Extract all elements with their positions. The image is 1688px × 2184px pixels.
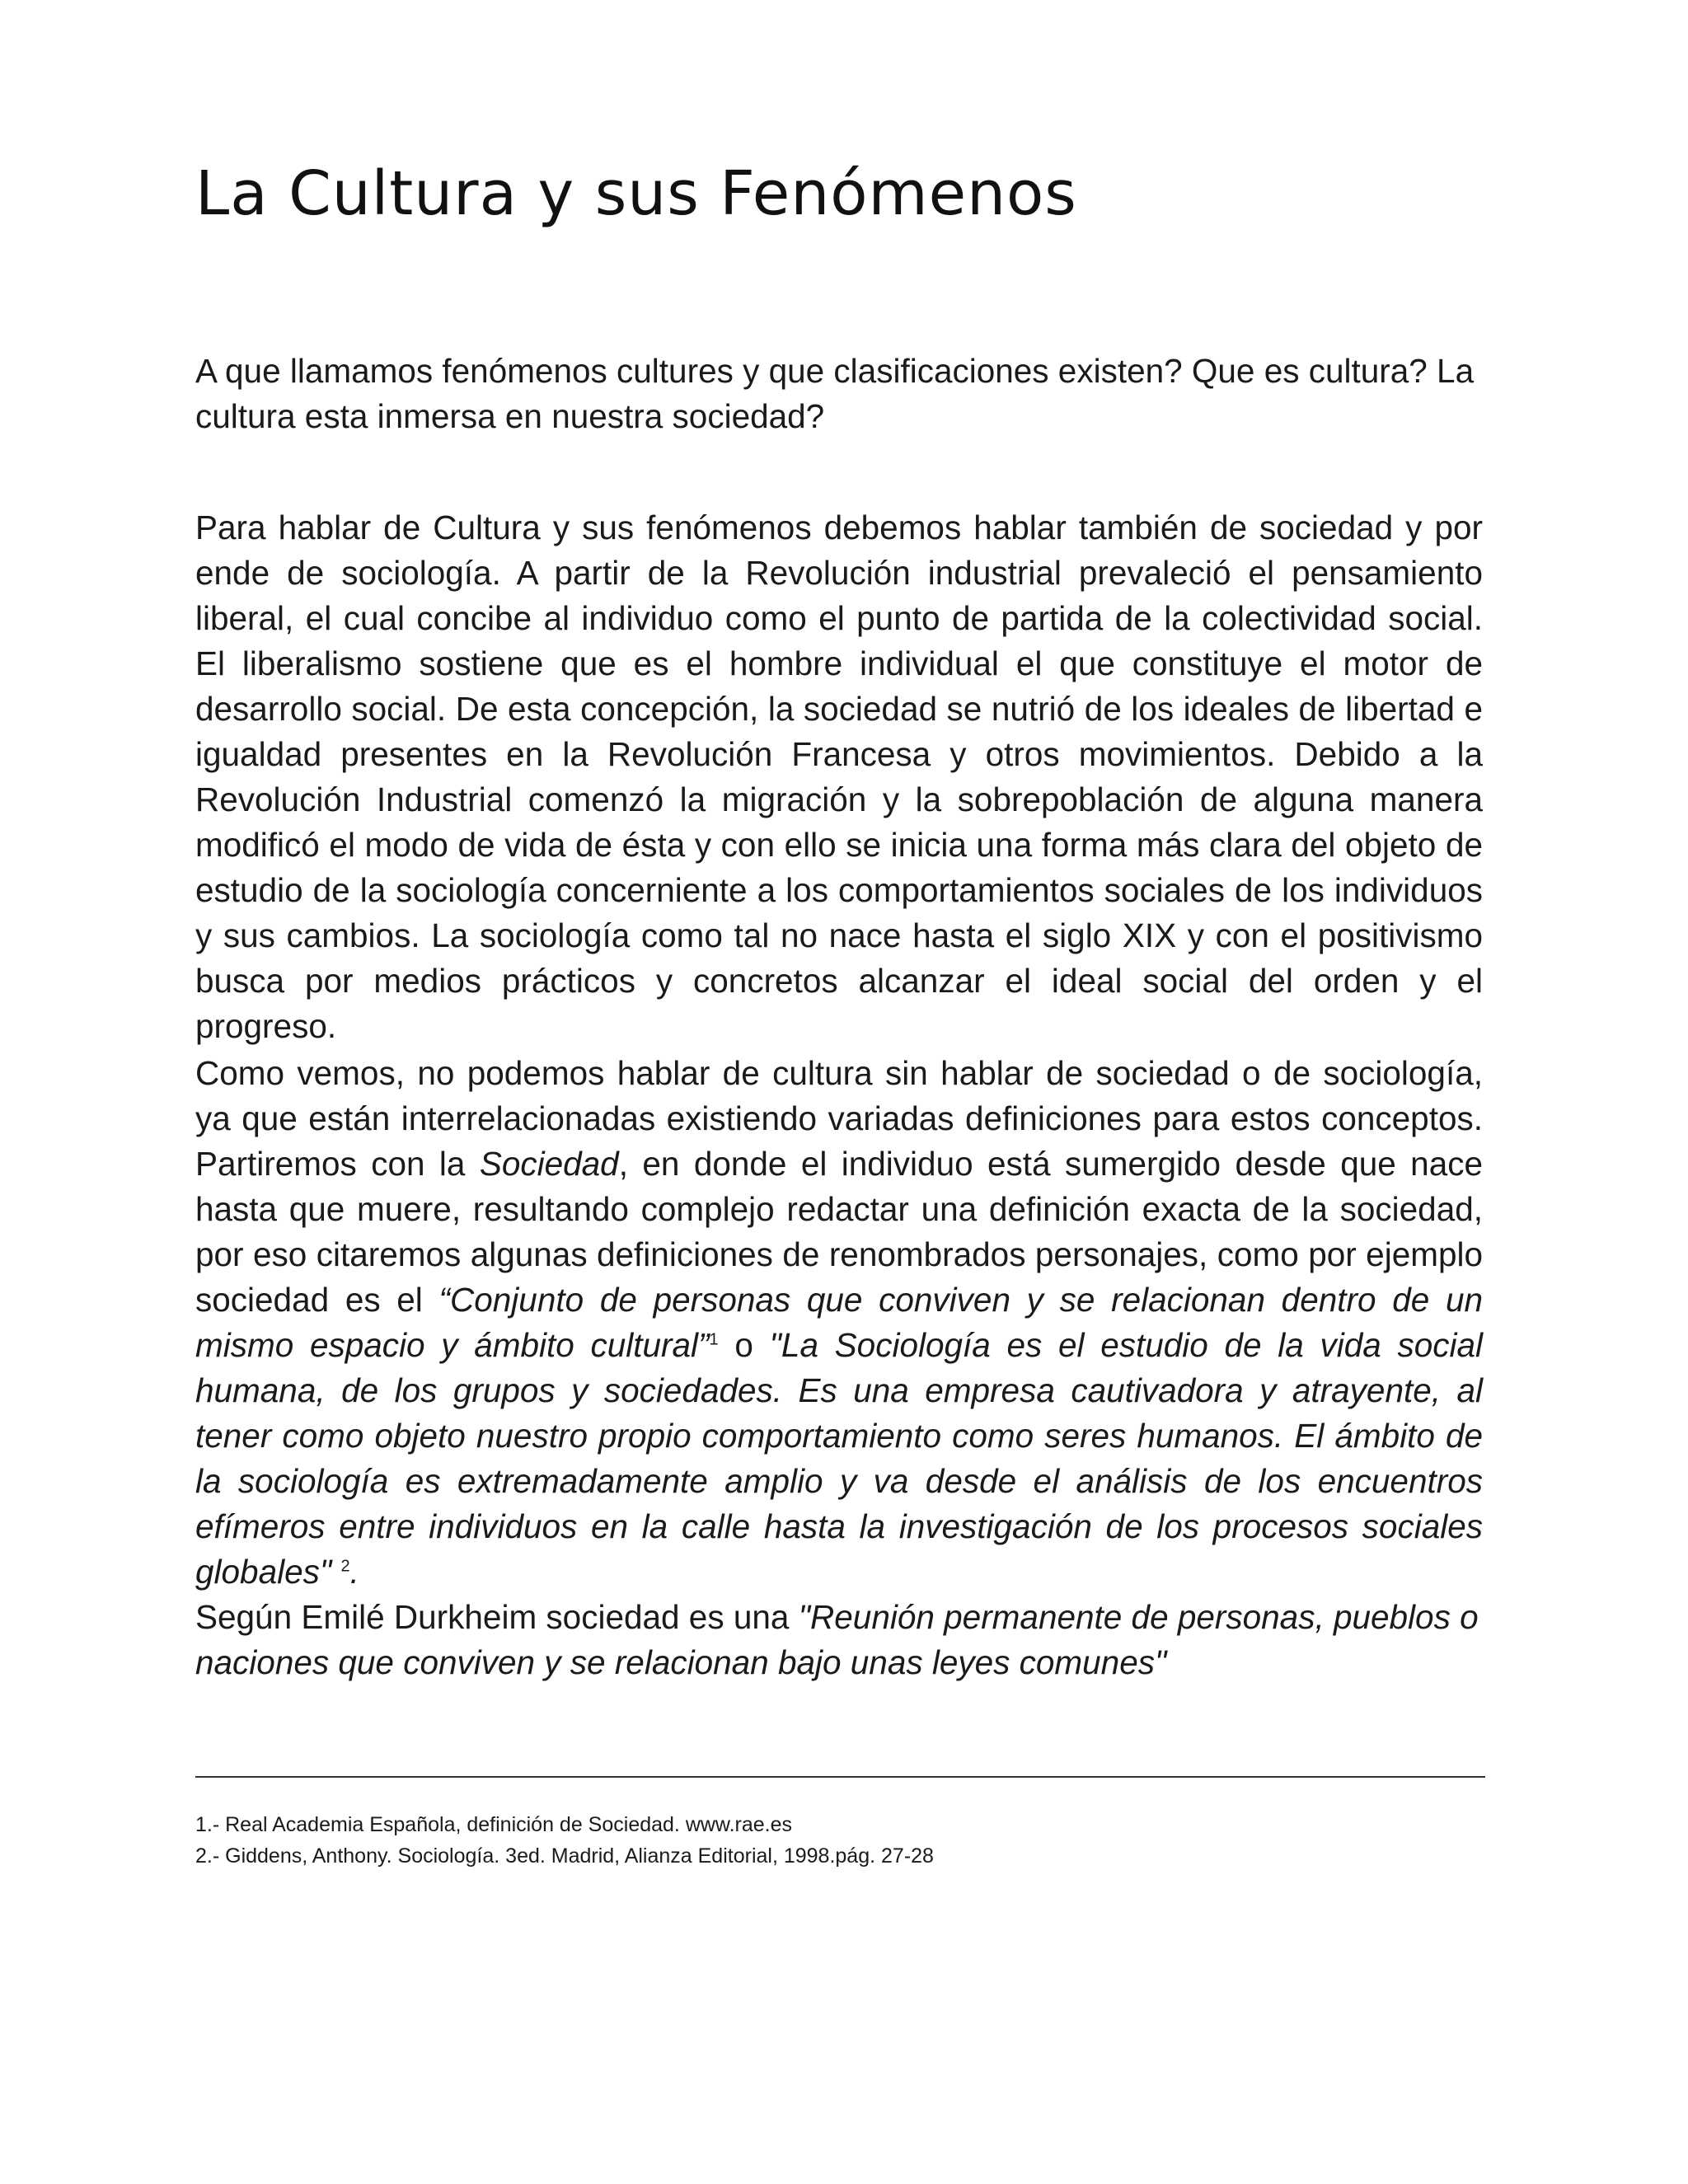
giddens-quote: "La Sociología es el estudio de la vida social humana, de los grupos y sociedades. Es una empresa cautivadora y atrayente, al tener como objeto nuestro propio comportamiento como seres humanos. El ámbito de la sociología es extremadamente amplio y va desde el análisis de los encuentros efímeros entre individuos en la calle hasta la investigación de los procesos sociales globales": [195, 1326, 1483, 1591]
footnote-divider: [195, 1776, 1485, 1778]
durkheim-quote: "Reunión permanente de personas, pueblos o naciones que conviven y se relacionan bajo unas leyes comunes": [195, 1598, 1479, 1681]
paragraph-end: .: [349, 1553, 359, 1591]
culture-society-paragraph: Para hablar de Cultura y sus fenómenos debemos hablar también de sociedad y por ende de sociología. A partir de la Revolución industrial prevaleció el pensamiento liberal, el cual concibe al individuo como el punto de partida de la colectividad social. El liberalismo sostiene que es el hombre individual el que constituye el motor de desarrollo social. De esta concepción, la sociedad se nutrió de los ideales de libertad e igualdad presentes en la Revolución Francesa y otros movimientos. Debido a la Revolución Industrial comenzó la migración y la sobrepoblación de alguna manera modificó el modo de vida de ésta y con ello se inicia una forma más clara del objeto de estudio de la sociología concerniente a los comportamientos sociales de los individuos y sus cambios. La sociología como tal no nace hasta el siglo XIX y con el positivismo busca por medios prácticos y concretos alcanzar el ideal social del orden y el progreso.: [195, 509, 1483, 1045]
durkheim-paragraph: [195, 1595, 1483, 1685]
footnote-1: 1.- Real Academia Española, definición de Sociedad. www.rae.es: [195, 1813, 793, 1836]
paragraph-text: , en donde el individuo está sumergido desde que nace hasta que muere, resultando complejo redactar una definición exacta de la sociedad, por eso citaremos algunas definiciones de renombrados personajes, como por ejemplo sociedad es el: [195, 1145, 1484, 1319]
page-title: La Cultura y sus Fenómenos: [195, 158, 1077, 229]
paragraph-text: Como vemos, no podemos hablar de cultura sin hablar de sociedad o de sociología, ya que están interrelacionadas existiendo variadas definiciones para estos conceptos. Partiremos con la: [195, 1054, 1483, 1183]
footnotes: [195, 1809, 1483, 1872]
footnote-2: 2.- Giddens, Anthony. Sociología. 3ed. Madrid, Alianza Editorial, 1998.pág. 27-28: [195, 1844, 934, 1868]
footnote-ref-2: 2: [340, 1557, 350, 1576]
rae-quote: “Conjunto de personas que conviven y se relacionan dentro de un mismo espacio y ámbito cultural”: [195, 1281, 1483, 1364]
society-definitions-paragraph: [195, 1051, 1483, 1595]
footnote-ref-1: 1: [709, 1330, 719, 1349]
paragraph-text: o: [718, 1326, 770, 1364]
paragraph-text: Según Emilé Durkheim sociedad es una: [195, 1598, 799, 1636]
intro-questions-paragraph: A que llamamos fenómenos cultures y que clasificaciones existen? Que es cultura? La cultura esta inmersa en nuestra sociedad?: [195, 352, 1475, 435]
emphasis-sociedad: Sociedad: [479, 1145, 619, 1183]
